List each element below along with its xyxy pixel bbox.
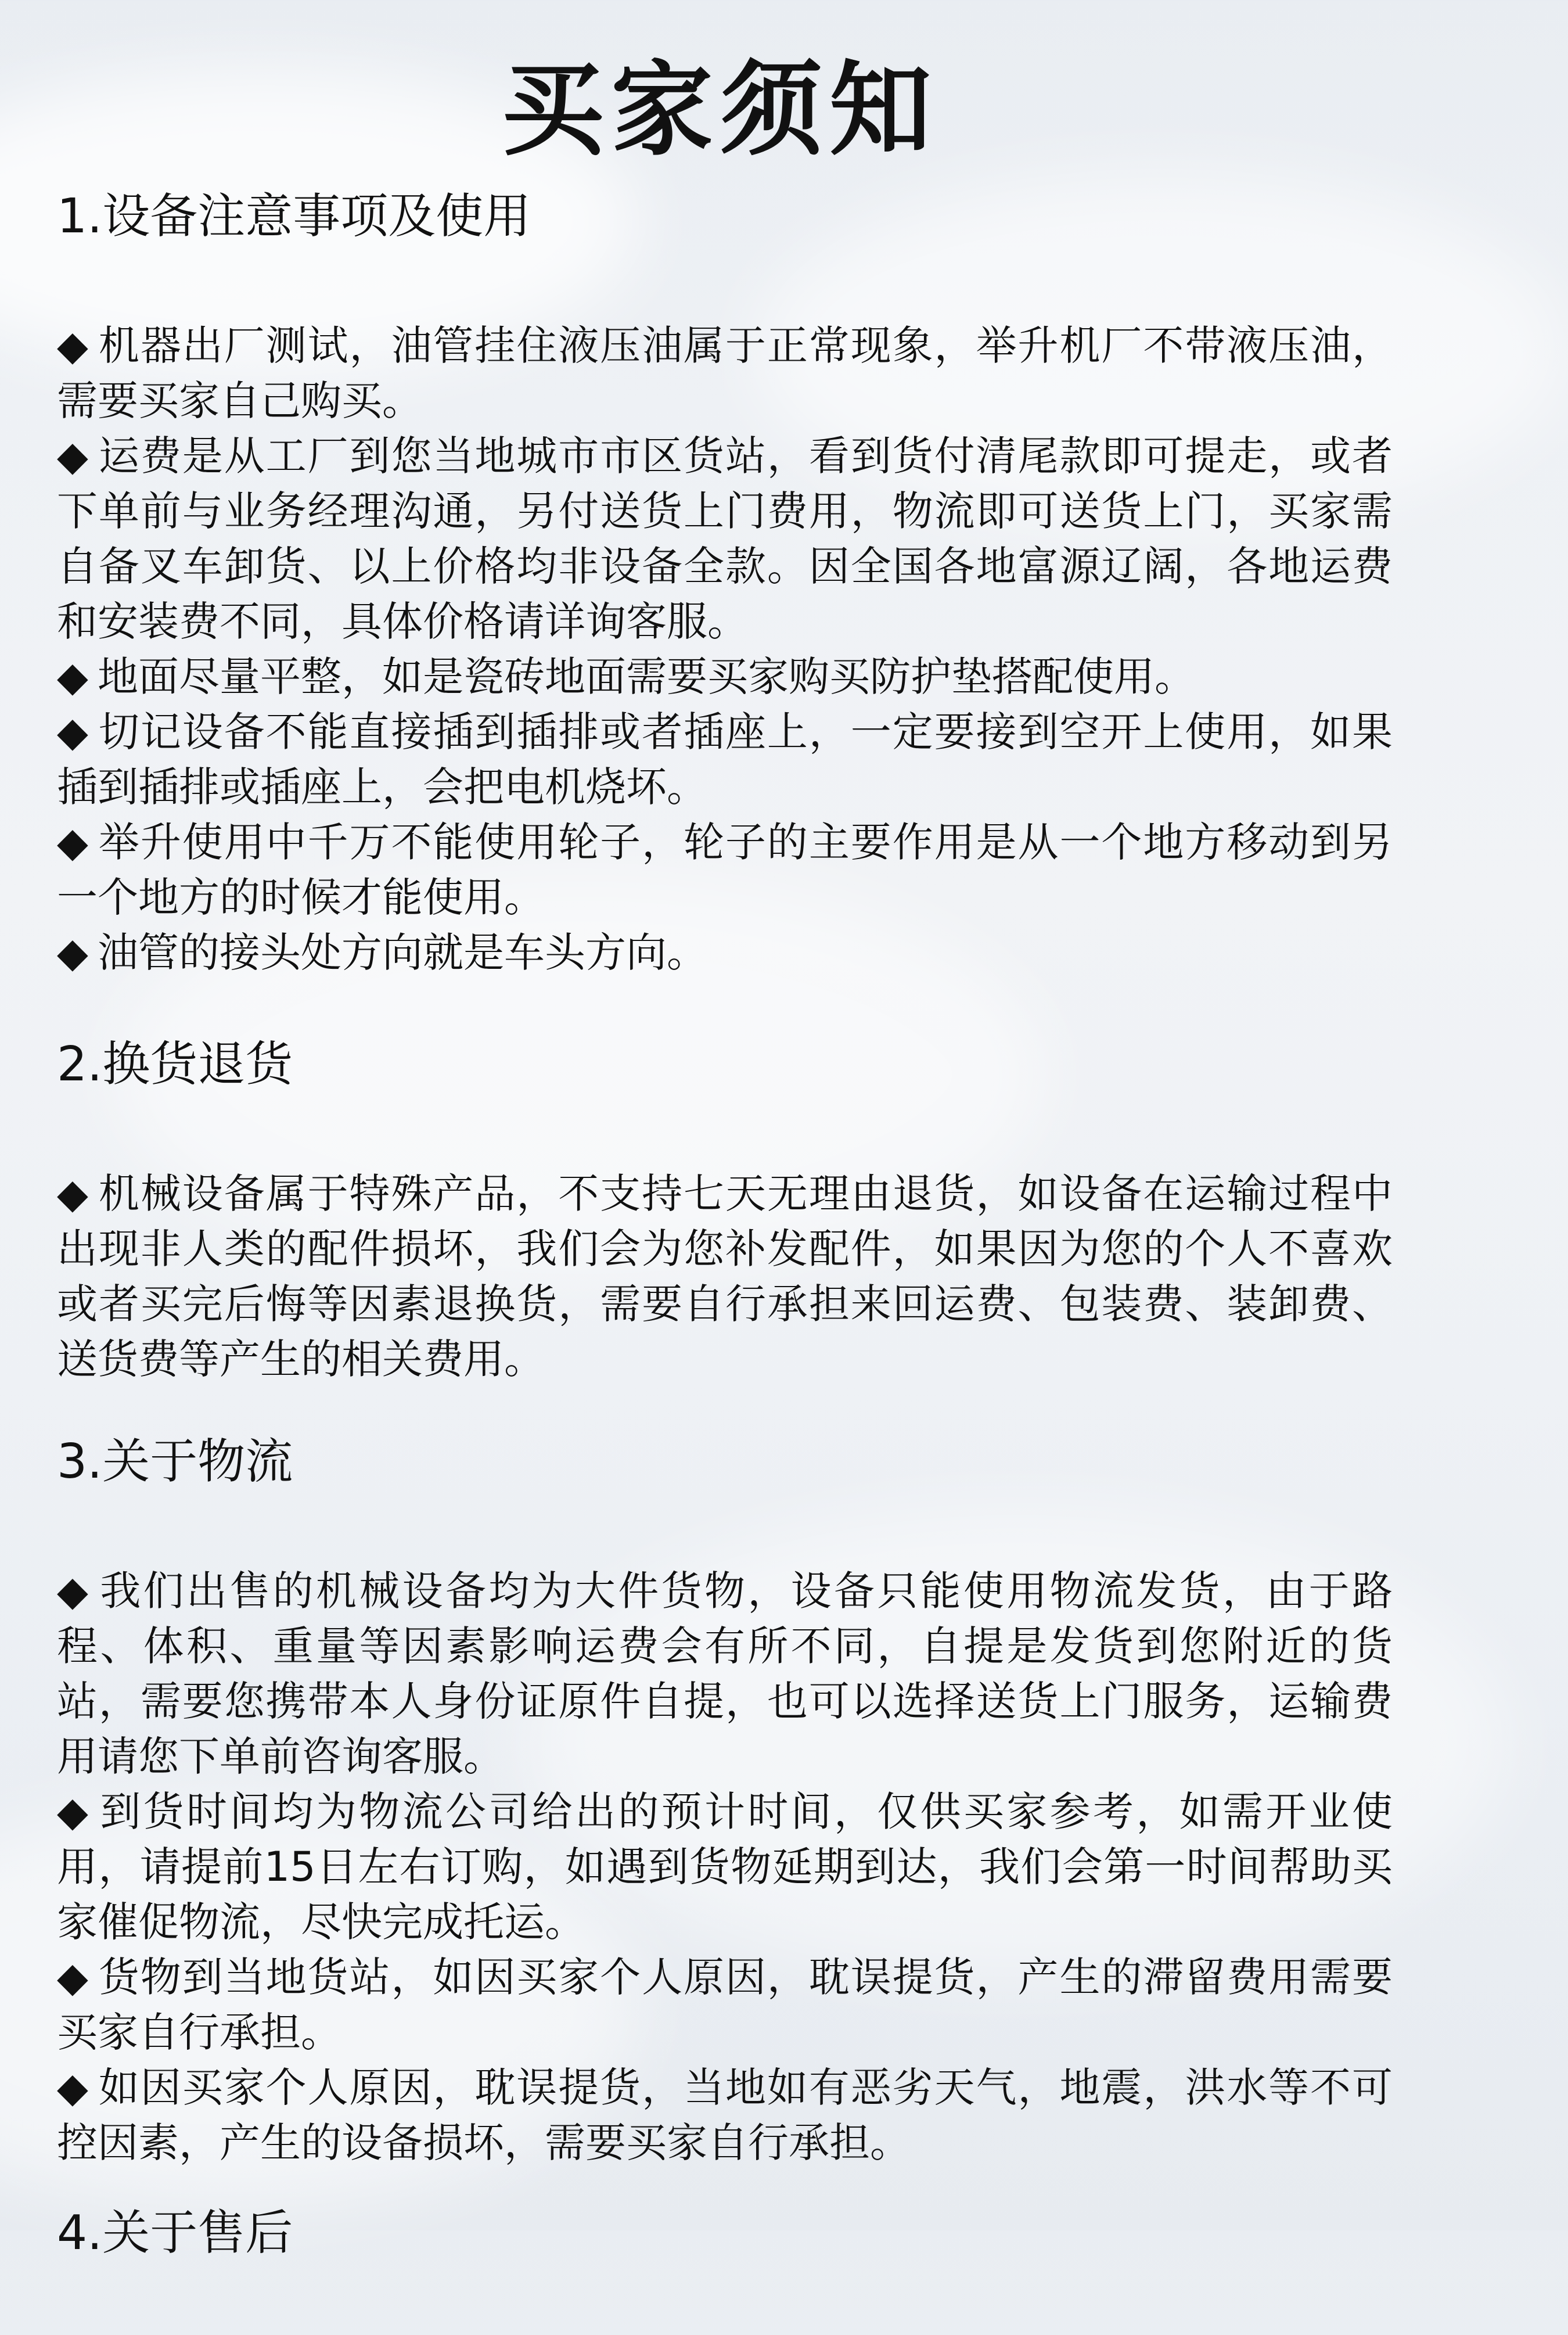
list-item	[57, 815, 1393, 925]
list-item	[57, 1166, 1393, 1387]
diamond-bullet-icon: ◆	[57, 818, 88, 866]
list-item	[57, 705, 1393, 815]
list-item-text: 我们出售的机械设备均为大件货物，设备只能使用物流发货，由于路程、体积、重量等因素影响运费会有所不同，自提是发货到您附近的货站，需要您携带本人身份证原件自提，也可以选择送货上门服务，运输费用请您下单前咨询客服。	[57, 1567, 1393, 1780]
diamond-bullet-icon: ◆	[57, 322, 88, 369]
list-item	[57, 1784, 1393, 1950]
list-item-text: 机器出厂测试，油管挂住液压油属于正常现象，举升机厂不带液压油，需要买家自己购买。	[57, 322, 1393, 425]
list-item-text: 机械设备属于特殊产品，不支持七天无理由退货，如设备在运输过程中出现非人类的配件损坏，我们会为您补发配件，如果因为您的个人不喜欢或者买完后悔等因素退换货，需要自行承担来回运费、包装费、装卸费、送货费等产生的相关费用。	[57, 1170, 1393, 1383]
section-exchange-return	[57, 1033, 1393, 1387]
list-item-text: 举升使用中千万不能使用轮子，轮子的主要作用是从一个地方移动到另一个地方的时候才能使用。	[57, 818, 1393, 921]
section-logistics	[57, 1430, 1393, 2171]
diamond-bullet-icon: ◆	[57, 653, 88, 700]
page-title: 买家须知	[501, 51, 938, 170]
diamond-bullet-icon: ◆	[57, 2064, 88, 2111]
list-item	[57, 649, 1393, 705]
section-equipment-notes	[57, 185, 1393, 980]
diamond-bullet-icon: ◆	[57, 432, 88, 480]
diamond-bullet-icon: ◆	[57, 1567, 88, 1615]
list-item-text: 油管的接头处方向就是车头方向。	[98, 929, 707, 976]
list-item	[57, 429, 1393, 649]
list-item-text: 地面尽量平整，如是瓷砖地面需要买家购买防护垫搭配使用。	[98, 653, 1195, 700]
list-item	[57, 1564, 1393, 1784]
diamond-bullet-icon: ◆	[57, 1788, 88, 1835]
list-item	[57, 1950, 1393, 2060]
section-heading: 1.设备注意事项及使用	[57, 189, 531, 244]
section-heading: 2.换货退货	[57, 1037, 293, 1092]
list-item-text: 如因买家个人原因，耽误提货，当地如有恶劣天气，地震，洪水等不可控因素，产生的设备损坏，需要买家自行承担。	[57, 2064, 1393, 2167]
list-item	[57, 2060, 1393, 2171]
list-item-text: 货物到当地货站，如因买家个人原因，耽误提货，产生的滞留费用需要买家自行承担。	[57, 1953, 1393, 2056]
diamond-bullet-icon: ◆	[57, 708, 88, 756]
diamond-bullet-icon: ◆	[57, 1170, 88, 1217]
diamond-bullet-icon: ◆	[57, 929, 88, 976]
list-item-text: 切记设备不能直接插到插排或者插座上，一定要接到空开上使用，如果插到插排或插座上，会把电机烧坏。	[57, 708, 1393, 811]
list-item-text: 到货时间均为物流公司给出的预计时间，仅供买家参考，如需开业使用，请提前15日左右订购，如遇到货物延期到达，我们会第一时间帮助买家催促物流，尽快完成托运。	[57, 1788, 1393, 1946]
section-heading: 3.关于物流	[57, 1434, 293, 1489]
section-after-sales	[57, 2201, 1393, 2335]
section-heading: 4.关于售后	[57, 2205, 293, 2261]
list-item	[57, 318, 1393, 429]
list-item	[57, 925, 1393, 980]
diamond-bullet-icon: ◆	[57, 1953, 88, 2001]
list-item-text: 运费是从工厂到您当地城市市区货站，看到货付清尾款即可提走，或者下单前与业务经理沟通，另付送货上门费用，物流即可送货上门，买家需自备叉车卸货、以上价格均非设备全款。因全国各地富源辽阔，各地运费和安装费不同，具体价格请详询客服。	[57, 432, 1393, 645]
